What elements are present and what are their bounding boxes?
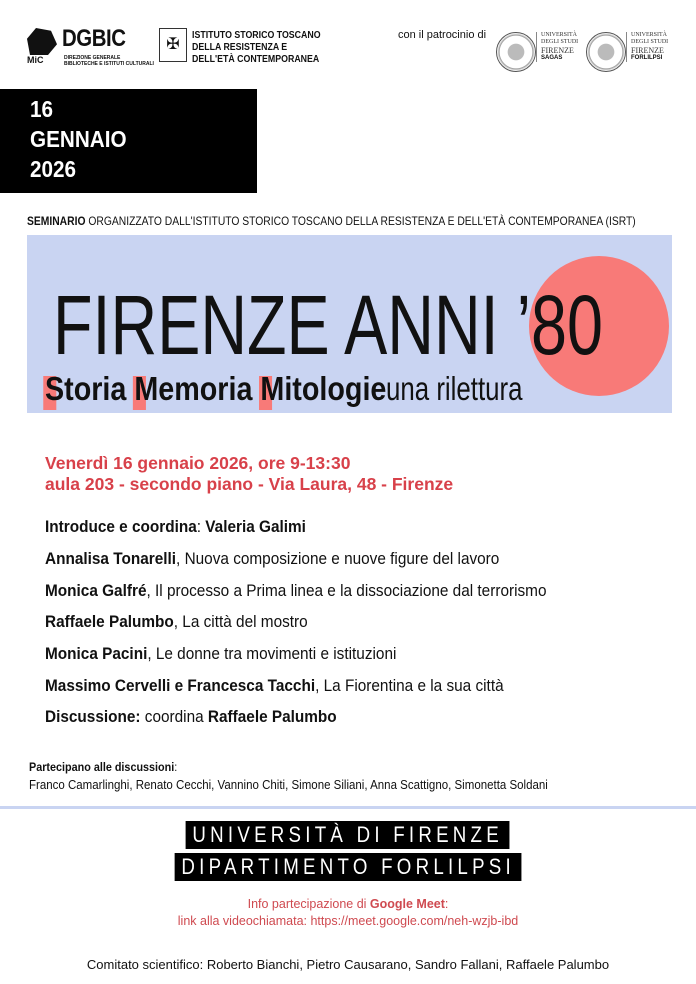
isrt-emblem-icon: ✠ (159, 28, 187, 62)
program-item: Massimo Cervelli e Francesca Tacchi, La Fiorentina e la sua città (45, 677, 504, 695)
program-item: Introduce e coordina: Valeria Galimi (45, 518, 306, 536)
dgbic-logo-text: DGBIC (62, 25, 126, 52)
unifi-seal-icon (586, 32, 626, 72)
unifi-line3: FIRENZE (631, 46, 664, 55)
dgbic-line2: BIBLIOTECHE E ISTITUTI CULTURALI (64, 61, 154, 67)
meet-info: Info partecipazione di Google Meet: (247, 897, 449, 911)
program-item: Monica Galfré, Il processo a Prima linea e la dissociazione dal terrorismo (45, 582, 547, 600)
unifi-sagas-logo (536, 32, 578, 62)
participants-heading: Partecipano alle discussioni: (29, 760, 178, 774)
program-item: Raffaele Palumbo, La città del mostro (45, 613, 308, 631)
title-year: ’80 (516, 278, 603, 372)
subtitle-initial-s: S (45, 370, 65, 407)
dgbic-line1: DIREZIONE GENERALE (64, 55, 121, 61)
participants-list: Franco Camarlinghi, Renato Cecchi, Vannino Chiti, Simone Siliani, Anna Scattigno, Simonetta Soldani (29, 778, 548, 792)
unifi-seal-icon (496, 32, 536, 72)
mic-logo-icon (27, 28, 57, 55)
university-line2: DIPARTIMENTO FORLILPSI (174, 853, 521, 881)
seminar-line (27, 214, 636, 228)
seminar-rest: ORGANIZZATO DALL'ISTITUTO STORICO TOSCANO DELLA RESISTENZA E DELL'ETÀ CONTEMPORANEA (ISRT) (85, 214, 636, 228)
unifi-line1: UNIVERSITÀ (631, 32, 667, 38)
unifi-forlilpsi-logo (626, 32, 668, 62)
isrt-logo-text (192, 30, 321, 66)
subtitle-initial-m2: M (260, 370, 285, 407)
date-year: 2026 (30, 156, 77, 182)
subtitle-initial-m: M (134, 370, 159, 407)
dgbic-subtitle (64, 55, 154, 67)
unifi-line1: UNIVERSITÀ (541, 32, 577, 38)
subtitle-storia: toria (64, 370, 135, 407)
event-when: Venerdì 16 gennaio 2026, ore 9-13:30 (45, 453, 351, 473)
patrocinio-label: con il patrocinio di (398, 29, 487, 41)
title-main: FIRENZE ANNI (53, 278, 517, 372)
unifi-line2: DEGLI STUDI (541, 39, 579, 45)
subtitle-mitologie: itologie (284, 370, 387, 407)
university-line1: UNIVERSITÀ DI FIRENZE (186, 821, 510, 849)
isrt-line1: ISTITUTO STORICO TOSCANO (192, 30, 321, 41)
subtitle-memoria: emoria (158, 370, 261, 407)
unifi-line3: FIRENZE (541, 46, 574, 55)
unifi-dept: FORLILPSI (631, 55, 663, 61)
date-block (0, 89, 257, 193)
program-item: Discussione: coordina Raffaele Palumbo (45, 708, 337, 726)
seminar-bold: SEMINARIO (27, 214, 86, 228)
event-where: aula 203 - secondo piano - Via Laura, 48 - Firenze (45, 474, 454, 494)
meet-link[interactable]: link alla videochiamata: https://meet.google.com/neh-wzjb-ibd (177, 914, 519, 928)
program-item: Annalisa Tonarelli, Nuova composizione e nuove figure del lavoro (45, 550, 500, 568)
event-subtitle (45, 370, 538, 408)
divider (0, 806, 696, 809)
scientific-committee: Comitato scientifico: Roberto Bianchi, Pietro Causarano, Sandro Fallani, Raffaele Palumbo (86, 957, 610, 972)
event-title (53, 278, 603, 372)
program-item: Monica Pacini, Le donne tra movimenti e istituzioni (45, 645, 397, 663)
isrt-line3: DELL'ETÀ CONTEMPORANEA (192, 54, 320, 65)
date-month: GENNAIO (30, 126, 127, 152)
unifi-dept: SAGAS (541, 55, 563, 61)
isrt-line2: DELLA RESISTENZA E (192, 42, 288, 53)
mic-mark: MiC (27, 55, 44, 65)
date-day: 16 (30, 96, 54, 122)
subtitle-tail: una rilettura (386, 370, 523, 407)
unifi-line2: DEGLI STUDI (631, 39, 669, 45)
